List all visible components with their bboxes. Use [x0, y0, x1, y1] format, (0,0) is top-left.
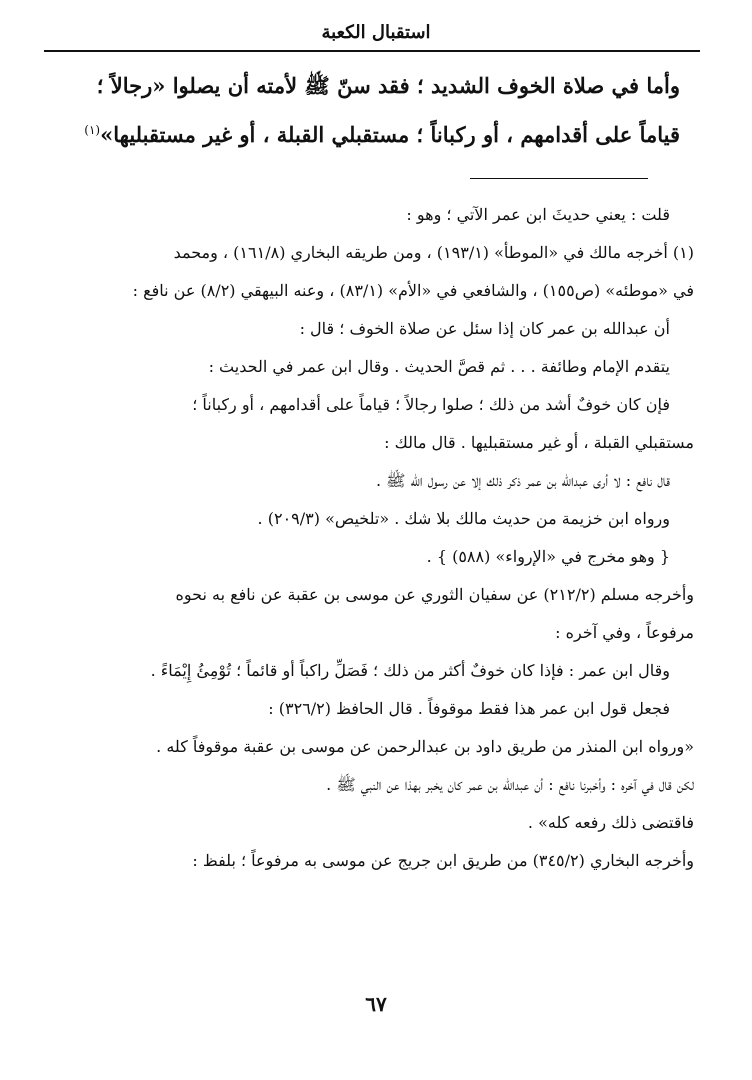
- main-text-line-2: [56, 108, 680, 157]
- footnote-reference: (١): [84, 123, 101, 137]
- note-line: مستقبلي القبلة ، أو غير مستقبليها . قال مالك :: [384, 433, 694, 452]
- note-line: { وهو مخرج في «الإرواء» (٥٨٨) } .: [426, 547, 670, 566]
- footnote-separator: [470, 178, 648, 179]
- note-line: لكن قال في آخره : وأخبرنا نافع : أن عبدالله بن عمر كان يخبر بهذا عن النبي ﷺ .: [326, 775, 694, 794]
- note-line: وأخرجه البخاري (٣٤٥/٢) من طريق ابن جريج عن موسى به مرفوعاً ؛ بلفظ :: [192, 851, 694, 870]
- note-line: يتقدم الإمام وطائفة . . . ثم قصَّ الحديث . وقال ابن عمر في الحديث :: [208, 357, 670, 376]
- note-line: «ورواه ابن المنذر من طريق داود بن عبدالرحمن عن موسى بن عقبة موقوفاً كله .: [156, 737, 694, 756]
- note-line: فاقتضى ذلك رفعه كله» .: [527, 813, 694, 832]
- page-number: ٦٧: [365, 992, 387, 1016]
- note-line: وقال ابن عمر : فإذا كان خوفٌ أكثر من ذلك ؛ فَصَلِّ راكباً أو قائماً ؛ تُوْمِئُ إِيْمَاءً .: [150, 661, 670, 680]
- note-line: قلت : يعني حديثَ ابن عمر الآتي ؛ وهو :: [406, 205, 670, 224]
- note-line: قال نافع : لا أرى عبدالله بن عمر ذكر ذلك إلا عن رسول الله ﷺ .: [375, 471, 670, 490]
- running-header: استقبال الكعبة: [321, 22, 431, 43]
- main-text-line-1: وأما في صلاة الخوف الشديد ؛ فقد سنّ ﷺ لأمته أن يصلوا «رجالاً ؛: [96, 73, 680, 98]
- note-line: فإن كان خوفٌ أشد من ذلك ؛ صلوا رجالاً ؛ قياماً على أقدامهم ، أو ركباناً ؛: [192, 395, 670, 414]
- note-line: فجعل قول ابن عمر هذا فقط موقوفاً . قال الحافظ (٣٢٦/٢) :: [268, 699, 670, 718]
- header-rule: [44, 50, 700, 52]
- main-text-line-2-text: قياماً على أقدامهم ، أو ركباناً ؛ مستقبلي القبلة ، أو غير مستقبليها»: [100, 122, 680, 147]
- note-line: وأخرجه مسلم (٢١٢/٢) عن سفيان الثوري عن موسى بن عقبة عن نافع به نحوه: [175, 585, 694, 604]
- note-line: ورواه ابن خزيمة من حديث مالك بلا شك . «تلخيص» (٢٠٩/٣) .: [257, 509, 670, 528]
- note-line: (١) أخرجه مالك في «الموطأ» (١٩٣/١) ، ومن طريقه البخاري (١٦١/٨) ، ومحمد: [173, 243, 694, 262]
- note-line: أن عبدالله بن عمر كان إذا سئل عن صلاة الخوف ؛ قال :: [299, 319, 670, 338]
- main-text: [56, 64, 680, 157]
- footnotes-block: [56, 196, 694, 880]
- note-line: مرفوعاً ، وفي آخره :: [555, 623, 694, 642]
- note-line: في «موطئه» (ص١٥٥) ، والشافعي في «الأم» (٨٣/١) ، وعنه البيهقي (٨/٢) عن نافع :: [132, 281, 694, 300]
